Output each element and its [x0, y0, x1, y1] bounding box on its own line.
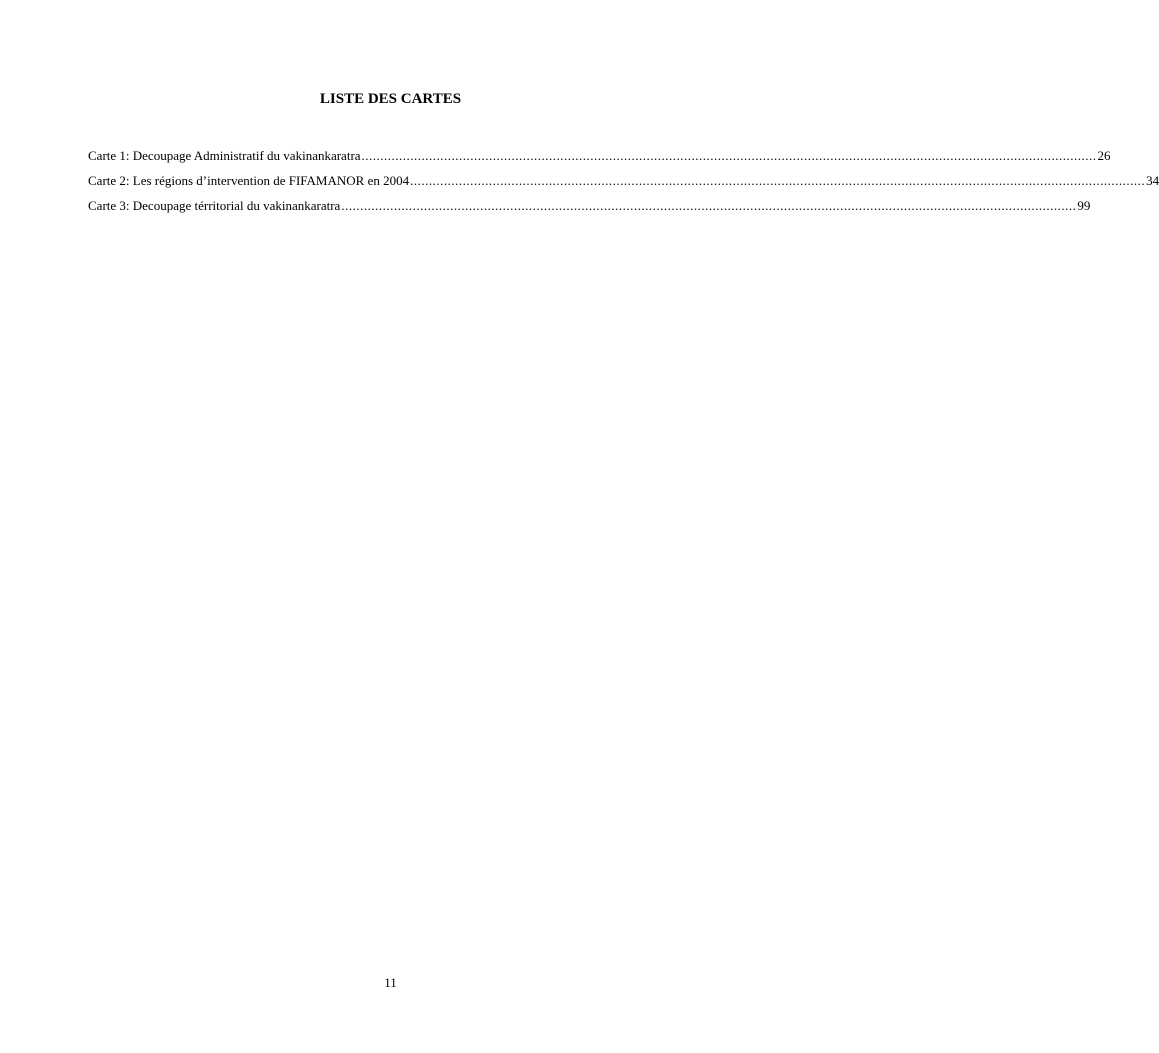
toc-entry-map-2[interactable] — [88, 173, 1159, 189]
toc-entry-map-3[interactable] — [88, 198, 1091, 214]
toc-entry-page: 26 — [1097, 148, 1111, 163]
dot-leader: .................................................................................................................................................................................................... — [361, 148, 1097, 163]
toc-entry-label: Carte 3: Decoupage térritorial du vakinankaratra — [88, 198, 341, 213]
toc-entry-page: 99 — [1077, 198, 1091, 213]
toc-entry-label: Carte 2: Les régions d’intervention de FIFAMANOR en 2004 — [88, 173, 410, 188]
dot-leader: .................................................................................................................................................................................................... — [341, 198, 1077, 213]
toc-entry-page: 34 — [1146, 173, 1159, 188]
dot-leader: .................................................................................................................................................................................................... — [410, 173, 1146, 188]
page-number: 11 — [384, 975, 397, 990]
list-of-maps — [88, 148, 1159, 223]
page-title: LISTE DES CARTES — [319, 91, 462, 107]
toc-entry-map-1[interactable] — [88, 148, 1111, 164]
toc-entry-label: Carte 1: Decoupage Administratif du vakinankaratra — [88, 148, 361, 163]
